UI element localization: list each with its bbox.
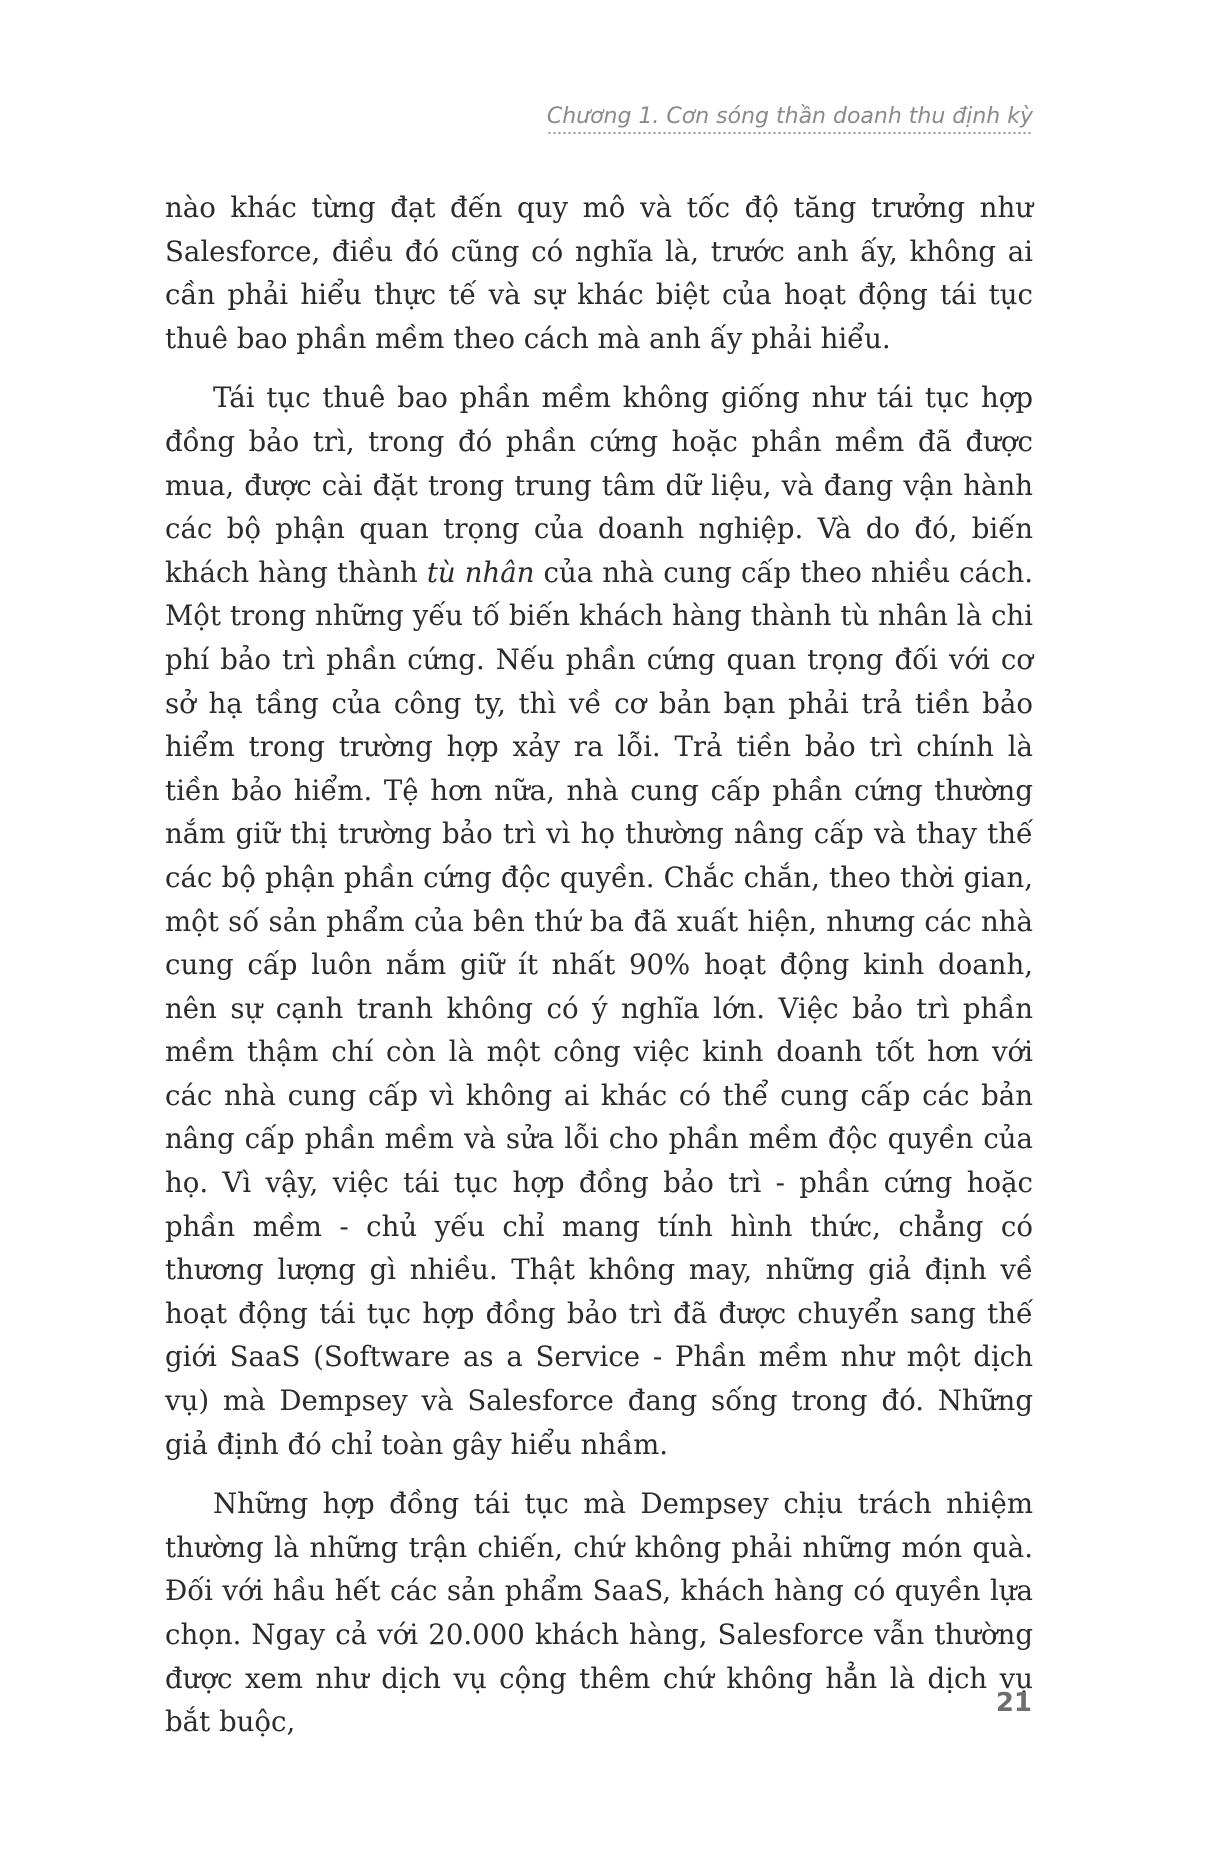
paragraph-text-before-italic: Tái tục thuê bao phần mềm không giống như tái tục hợp đồng bảo trì, trong đó phần cứng hoặc phần mềm đã được mua, được cài đặt trong trung tâm dữ liệu, và đang vận hành các bộ phận quan trọng của doanh nghiệp. Và do đó, biến khách hàng thành	[165, 381, 1033, 589]
paragraph-text-after-italic: của nhà cung cấp theo nhiều cách. Một trong những yếu tố biến khách hàng thành tù nhân là chi phí bảo trì phần cứng. Nếu phần cứng quan trọng đối với cơ sở hạ tầng của công ty, thì về cơ bản bạn phải trả tiền bảo hiểm trong trường hợp xảy ra lỗi. Trả tiền bảo trì chính là tiền bảo hiểm. Tệ hơn nữa, nhà cung cấp phần cứng thường nắm giữ thị trường bảo trì vì họ thường nâng cấp và thay thế các bộ phận phần cứng độc quyền. Chắc chắn, theo thời gian, một số sản phẩm của bên thứ ba đã xuất hiện, nhưng các nhà cung cấp luôn nắm giữ ít nhất 90% hoạt động kinh doanh, nên sự cạnh tranh không có ý nghĩa lớn. Việc bảo trì phần mềm thậm chí còn là một công việc kinh doanh tốt hơn với các nhà cung cấp vì không ai khác có thể cung cấp các bản nâng cấp phần mềm và sửa lỗi cho phần mềm độc quyền của họ. Vì vậy, việc tái tục hợp đồng bảo trì - phần cứng hoặc phần mềm - chủ yếu chỉ mang tính hình thức, chẳng có thương lượng gì nhiều. Thật không may, những giả định về hoạt động tái tục hợp đồng bảo trì đã được chuyển sang thế giới SaaS (Software as a Service - Phần mềm như một dịch vụ) mà Dempsey và Salesforce đang sống trong đó. Những giả định đó chỉ toàn gây hiểu nhầm.	[165, 555, 1033, 1461]
body-text	[165, 186, 1033, 1760]
paragraph-continued: nào khác từng đạt đến quy mô và tốc độ tăng trưởng như Salesforce, điều đó cũng có nghĩa là, trước anh ấy, không ai cần phải hiểu thực tế và sự khác biệt của hoạt động tái tục thuê bao phần mềm theo cách mà anh ấy phải hiểu.	[165, 191, 1033, 355]
paragraph	[165, 376, 1033, 1466]
page-number: 21	[995, 1688, 1032, 1718]
running-head: Chương 1. Cơn sóng thần doanh thu định kỳ	[547, 104, 1033, 135]
italic-term: tù nhân	[426, 555, 535, 589]
paragraph: Những hợp đồng tái tục mà Dempsey chịu trách nhiệm thường là những trận chiến, chứ không phải những món quà. Đối với hầu hết các sản phẩm SaaS, khách hàng có quyền lựa chọn. Ngay cả với 20.000 khách hàng, Salesforce vẫn thường được xem như dịch vụ cộng thêm chứ không hẳn là dịch vụ bắt buộc,	[165, 1487, 1033, 1739]
